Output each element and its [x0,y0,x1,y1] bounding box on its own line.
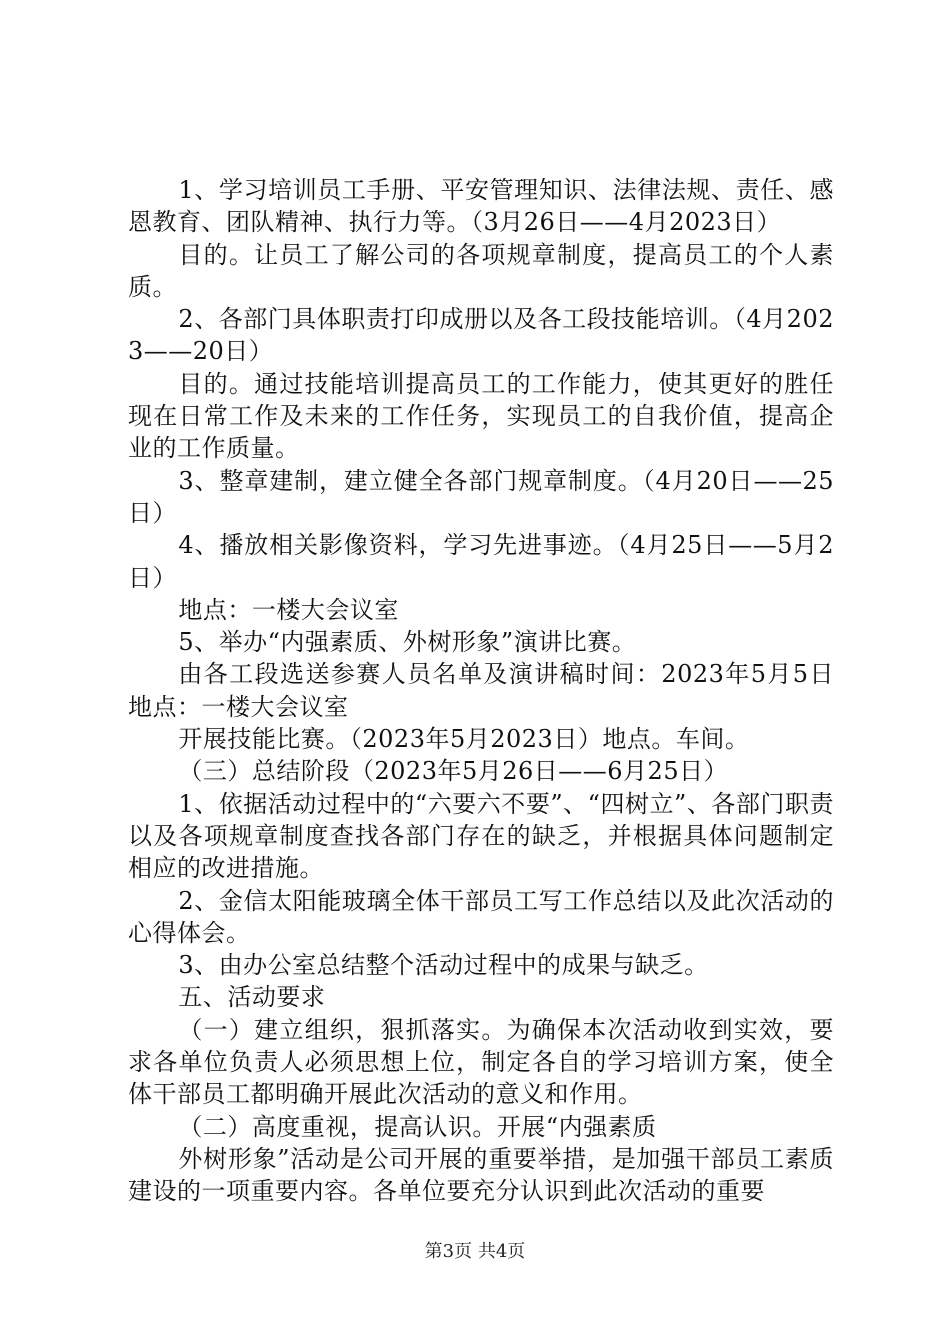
paragraph-10: 开展技能比赛。（2023年5月2023日）地点。车间。 [178,725,750,754]
paragraph-17: （二）高度重视，提高认识。开展“内强素质 [178,1112,657,1141]
paragraph-8: 5、举办“内强素质、外树形象”演讲比赛。 [178,628,637,657]
document-body [128,174,834,1208]
paragraph-16: （一）建立组织，狠抓落实。为确保本次活动收到实效，要求各单位负责人必须思想上位，制定各自的学习培训方案，使全体干部员工都明确开展此次活动的意义和作用。 [128,1015,834,1109]
paragraph-6: 4、播放相关影像资料，学习先进事迹。（4月25日——5月2日） [128,531,834,592]
paragraph-4: 目的。通过技能培训提高员工的工作能力，使其更好的胜任现在日常工作及未来的工作任务，实现员工的自我价值，提高企业的工作质量。 [128,369,834,463]
paragraph-14: 3、由办公室总结整个活动过程中的成果与缺乏。 [178,951,709,980]
paragraph-18: 外树形象”活动是公司开展的重要举措，是加强干部员工素质建设的一项重要内容。各单位要充分认识到此次活动的重要 [128,1144,834,1206]
paragraph-5: 3、整章建制，建立健全各部门规章制度。（4月20日——25日） [128,466,834,527]
paragraph-9: 由各工段选送参赛人员名单及演讲稿时间：2023年5月5日地点：一楼大会议室 [128,660,834,721]
paragraph-11: （三）总结阶段（2023年5月26日——6月25日） [178,757,729,786]
page-number-footer: 第3页 共4页 [424,1241,526,1262]
paragraph-12: 1、依据活动过程中的“六要六不要”、“四树立”、各部门职责以及各项规章制度查找各部门存在的缺乏，并根据具体问题制定相应的改进措施。 [128,789,834,883]
paragraph-2: 目的。让员工了解公司的各项规章制度，提高员工的个人素质。 [128,240,834,301]
paragraph-7: 地点：一楼大会议室 [178,595,399,624]
section-heading: 五、活动要求 [178,983,326,1012]
paragraph-13: 2、金信太阳能玻璃全体干部员工写工作总结以及此次活动的心得体会。 [128,886,834,947]
paragraph-3: 2、各部门具体职责打印成册以及各工段技能培训。（4月2023——20日） [128,305,834,366]
paragraph-1: 1、学习培训员工手册、平安管理知识、法律法规、责任、感恩教育、团队精神、执行力等。（3月26日——4月2023日） [128,176,834,237]
